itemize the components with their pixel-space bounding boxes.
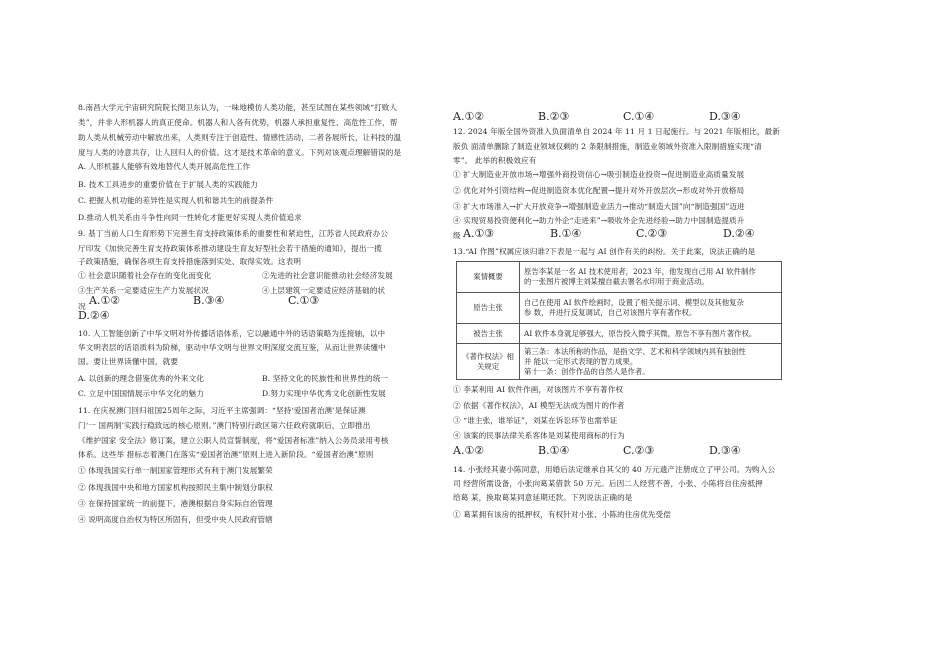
q14-stem-line: 给葛 某，换取葛某同意延期还款。下列说法正确的是 [453, 493, 633, 502]
q11-stem-line: 体系。这些举 措标志着澳门在落实“爱国者治澳”原则上进入新阶段。“爱国者治澳”原则 [78, 450, 374, 459]
q13-option-b[interactable]: B.①④ [538, 444, 570, 457]
q13-item: ④ 该案的民事法律关系客体是刘某使用商标的行为 [453, 431, 625, 440]
q12-option-a[interactable]: A.①③ [463, 227, 495, 240]
q9-option-a[interactable]: A.①② [89, 294, 121, 307]
q12-stem-line: 零”。 此举的积极效应有 [453, 156, 537, 165]
q9-item: ③生产关系一定要适应生产力发展状况 [78, 286, 209, 295]
q9-stem-line: 子政策措施，确保各项生育支持措施落到实处、取得实效。这表明 [78, 257, 302, 266]
table-cell-line: 自己在使用 AI 软件绘画时，设置了相关提示词、模型以及其他复杂 [524, 298, 744, 307]
q12-option-d[interactable]: D.②④ [723, 227, 755, 240]
q8-option: C. 把握人机功能的差异性是实现人机和谐共生的前提条件 [78, 196, 274, 205]
table-row-body [520, 344, 782, 380]
q9-stem-line: 厅印发《加快完善生育支持政策体系推动建设生育友好型社会若干措施的通知》，提出一揽 [78, 244, 382, 253]
q11-stem-line: 门‘一 国两制’实践行稳致远的核心原则。”澳门特别行政区第六任政府就职后，立即推出 [78, 421, 371, 430]
q11-stem-line: 《维护国家 安全法》修订案，建立公职人员宣誓制度，将“爱国者标准”纳入公务员录用考核 [78, 436, 389, 445]
table-row [457, 324, 782, 344]
table-row-head: 案情概要 [457, 262, 520, 293]
q9-item-tail: 况 [78, 302, 86, 311]
q12-item: ④ 实现贸易投资便利化→助力外企“走进来”→吸收外企先进经验→助力中国制造提质升 [453, 216, 745, 225]
table-row-head: 原告主张 [457, 293, 520, 324]
q14-stem-line: 14. 小张经其妻小陈同意，用婚后法定继承自其父的 40 万元遗产注册成立了甲公司。为购入公 [453, 465, 776, 474]
q13-option-c[interactable]: C.②③ [623, 444, 655, 457]
q11-item: ② 体现我国中央和地方国家机构按照民主集中制划分职权 [78, 483, 273, 492]
q11-stem-line: 11. 在庆祝澳门回归祖国25周年之际，习近平主席强调：“坚持‘爱国者治澳’是保证澳 [78, 406, 366, 415]
table-row [457, 344, 782, 380]
q14-stem-line: 司 经营所需设备，小张向葛某借款 50 万元。后因二人经营不善，小张、小陈将自住房抵押 [453, 479, 763, 488]
table-cell-line: 原告李某是一名 AI 技术使用者，2023 年，他发现自己用 AI 软件制作 [524, 267, 756, 276]
case-table [456, 261, 782, 380]
q11-option-a[interactable]: A.①② [453, 110, 485, 123]
table-row [457, 293, 782, 324]
q10-option: B. 坚持文化的民族性和世界性的统一 [262, 374, 389, 383]
q9-item: ① 社会意识随着社会存在的变化而变化 [78, 271, 212, 280]
q11-item: ① 体现我国实行单一制国家管理形式有利于澳门发展繁荣 [78, 466, 273, 475]
q9-option-d[interactable]: D.②④ [78, 309, 110, 322]
table-row-body [520, 262, 782, 293]
table-cell-line: 第三条：本法所称的作品，是指文学、艺术和科学领域内具有独创性 [524, 346, 746, 356]
q9-item: ②先进的社会意识能推动社会经济发展 [262, 271, 393, 280]
q8-option: D.推动人机关系由斗争性向同一性转化才能更好实现人类价值追求 [78, 213, 302, 222]
q8-option: A. 人形机器人能够有效地替代人类开展高危性工作 [78, 162, 251, 171]
q10-stem-line: 华文明表层的话语质料为阶梯，驱动中华文明与世界文明深度交流互鉴，从而让世界读懂中 [78, 343, 386, 352]
q8-stem-line: 度与人类的诗意共存，让人回归人的价值。这才是技术革命的意义。下列对该观点理解错误的是 [78, 148, 402, 157]
table-row-body [520, 293, 782, 324]
q13-item: ③ “谁主张，谁举证”，刘某在诉讼环节也需举证 [453, 416, 618, 425]
q12-item: ③ 扩大市场准入→扩大开放竞争→增强制造业活力→推动“制造大国”向“制造强国”迈进 [453, 202, 745, 211]
q12-stem-line: 版负 面清单删除了制造业领域仅剩的 2 条限制措施，制造业领域外资准入限制措施实现“清 [453, 142, 762, 151]
q10-option: C. 立足中国国情展示中华文化的魅力 [78, 389, 205, 398]
q10-stem-line: 国。要让世界读懂中国，就要 [78, 357, 179, 366]
q9-stem-line: 9. 基丁当前人口生育形势下完善生育支持政策体系的重要性和紧迫性，江苏省人民政府办公 [78, 229, 389, 238]
q12-option-c[interactable]: C.②③ [636, 227, 668, 240]
table-row-head: 被告主张 [457, 324, 520, 344]
q13-option-a[interactable]: A.①② [453, 444, 485, 457]
q13-option-d[interactable]: D.③④ [709, 444, 741, 457]
q13-stem: 13.“AI 作图”权属应该归谁?下表是一起与 AI 创作有关的纠纷。关于此案，说法正确的是 [453, 247, 756, 256]
q8-stem-line: 8.南昌大学元宇宙研究院院长閔卫东认为，一味地模仿人类功能，甚至试图在某些领域“打败人 [78, 103, 398, 112]
q13-item: ① 李某利用 AI 软件作画，对该图片不享有著作权 [453, 385, 624, 394]
q9-item: ④上层建筑一定要适应经济基础的状 [262, 286, 386, 295]
q11-item: ④ 说明高度自治权为特区所固有，但受中央人民政府管辖 [78, 515, 273, 524]
table-cell-line: 参 数，并进行反复调试，自己对该图片享有著作权。 [524, 308, 697, 317]
q8-option: B. 技术工具进步的重要价值在于扩展人类的实践能力 [78, 180, 258, 189]
table-cell-line: 并 能以一定形式表现的智力成果。 [524, 356, 638, 366]
q10-stem-line: 10. 人工智能创新了中华文明对外传播话语体系，它以融通中外的话语策略为连接轴，以中 [78, 329, 386, 338]
q8-stem-line: 类”，并非人形机器人的真正使命。机器人和人各有优势，机器人承担重复性、高危性工作，帮 [78, 118, 398, 127]
q14-item: ① 葛某拥有该房的抵押权，有权针对小张、小陈的住房优先受偿 [453, 510, 671, 519]
q12-item: ① 扩大制造业开放市场→增强外商投资信心→吸引制造业投资→促进制造业高质量发展 [453, 170, 745, 179]
q13-item: ② 依据《著作权法》，AI 模型无法成为图片的作者 [453, 401, 625, 410]
table-cell-line: AI 软件本身就足够强大，原告投入微乎其微，原告不享有图片著作权。 [524, 328, 757, 338]
q8-stem-line: 助人类从机械劳动中解放出来，人类则专注于创造性、情感性活动，二者各展所长，让科技的温 [78, 133, 402, 142]
q12-item-tail: 级 [453, 231, 461, 240]
q9-option-c[interactable]: C.①③ [288, 294, 320, 307]
q10-option: A. 以创新的理念借鉴优秀的外来文化 [78, 374, 205, 383]
table-row [457, 262, 782, 293]
q9-option-b[interactable]: B.③④ [193, 294, 225, 307]
q10-option: D.努力实现中华优秀文化创新性发展 [262, 389, 386, 398]
table-cell-line: 第十一条：创作作品的自然人是作者。 [524, 366, 650, 376]
table-cell-line: 的一张图片被博主刘某擅自截去署名水印用于商业活动。 [524, 277, 709, 286]
q12-option-b[interactable]: B.①④ [550, 227, 582, 240]
q11-option-b[interactable]: B.②③ [538, 110, 570, 123]
q11-option-d[interactable]: D.③④ [709, 110, 741, 123]
table-row-head: 《著作权法》相关规定 [457, 344, 520, 380]
q11-option-c[interactable]: C.①④ [623, 110, 655, 123]
q11-item: ③ 在保持国家统一的前提下，港澳根据自身实际自治管理 [78, 499, 273, 508]
q12-item: ② 优化对外引资结构→促进制造资本优化配置→提升对外开放层次→形成对外开放格局 [453, 186, 745, 195]
q12-stem-line: 12. 2024 年版全国外资准入负面清单自 2024 年 11 月 1 日起施行。与 2021 年版相比，最新 [453, 127, 780, 136]
table-row-body [520, 324, 782, 344]
